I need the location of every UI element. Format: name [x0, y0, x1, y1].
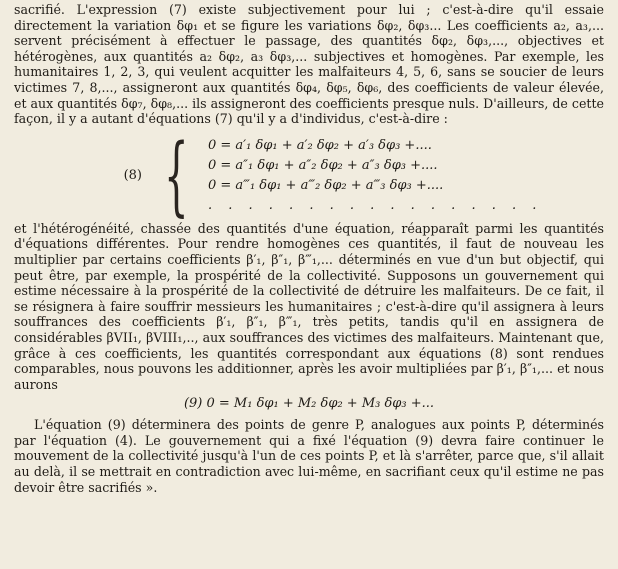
equation-9: (9) 0 = M₁ δφ₁ + M₂ δφ₂ + M₃ δφ₃ +... — [183, 396, 435, 412]
paragraph-conclusion: L'équation (9) déterminera des points de genre P, analogues aux points P, déterminés par l'équation (4). Le gouvernement qui a fixé l'équation (9) devra faire continuer le mouvement de la collectivité jusqu'à l'un de ces points P, et là s'arrêter, parce que, s'il allait au delà, il se mettrait en contradiction avec lui-même, en sacrifiant ceux qu'il estime ne pas devoir être sacrifiés ». — [14, 417, 604, 495]
equation-8-line-2: 0 = a″₁ δφ₁ + a″₂ δφ₂ + a″₃ δφ₃ +.... — [208, 158, 438, 174]
equation-8-label: (8) — [123, 168, 142, 184]
equation-8-system — [208, 137, 542, 214]
equation-8-continuation-dots: . . . . . . . . . . . . . . . . . — [208, 198, 543, 214]
left-brace-icon: { — [164, 125, 189, 226]
paragraph-coefficients: sacrifié. L'expression (7) existe subjectivement pour lui ; c'est-à-dire qu'il essaie directement la variation δφ₁ et se figure les variations δφ₂, δφ₃... Les coefficients a₂, a₃,... servent précisément à effectuer le passage, des quantités δφ₂, δφ₃,..., objectives et hétérogènes, aux quantités a₂ δφ₂, a₃ δφ₃,... subjectives et homogènes. Par exemple, les humanitaires 1, 2, 3, qui veulent acquitter les malfaiteurs 4, 5, 6, sans se soucier de leurs victimes 7, 8,..., assigneront aux quantités δφ₄, δφ₅, δφ₆, des coefficients de valeur élevée, et aux quantités δφ₇, δφ₈,... ils assigneront des coefficients presque nuls. D'ailleurs, de cette façon, il y a autant d'équations (7) qu'il y a d'individus, c'est-à-dire : — [14, 2, 604, 127]
paragraph-heterogeneity: et l'hétérogénéité, chassée des quantités d'une équation, réapparaît parmi les quantités d'équations différentes. Pour rendre homogènes ces quantités, il faut de nouveau les multiplier par certains coefficients β′₁, β″₁, β‴₁,... déterminés en vue d'un but objectif, qui peut être, par exemple, la prospérité de la collectivité. Supposons un gouvernement qui estime nécessaire à la prospérité de la collectivité de détruire les malfaiteurs. De ce fait, il se résignera à faire souffrir messieurs les humanitaires ; c'est-à-dire qu'il assignera à leurs souffrances des coefficients β′₁, β″₁, β‴₁, très petits, tandis qu'il en assignera de considérables βVII₁, βVIII₁,.., aux souffrances des victimes des malfaiteurs. Maintenant que, grâce à ces coefficients, les quantités correspondant aux équations (8) sont rendues comparables, nous pouvons les additionner, après les avoir multipliées par β′₁, β″₁,... et nous aurons — [14, 220, 604, 392]
equation-8-line-3: 0 = a‴₁ δφ₁ + a‴₂ δφ₂ + a‴₃ δφ₃ +.... — [208, 178, 444, 194]
equation-8-block — [14, 125, 604, 226]
equation-8-line-1: 0 = a′₁ δφ₁ + a′₂ δφ₂ + a′₃ δφ₃ +.... — [208, 138, 432, 154]
